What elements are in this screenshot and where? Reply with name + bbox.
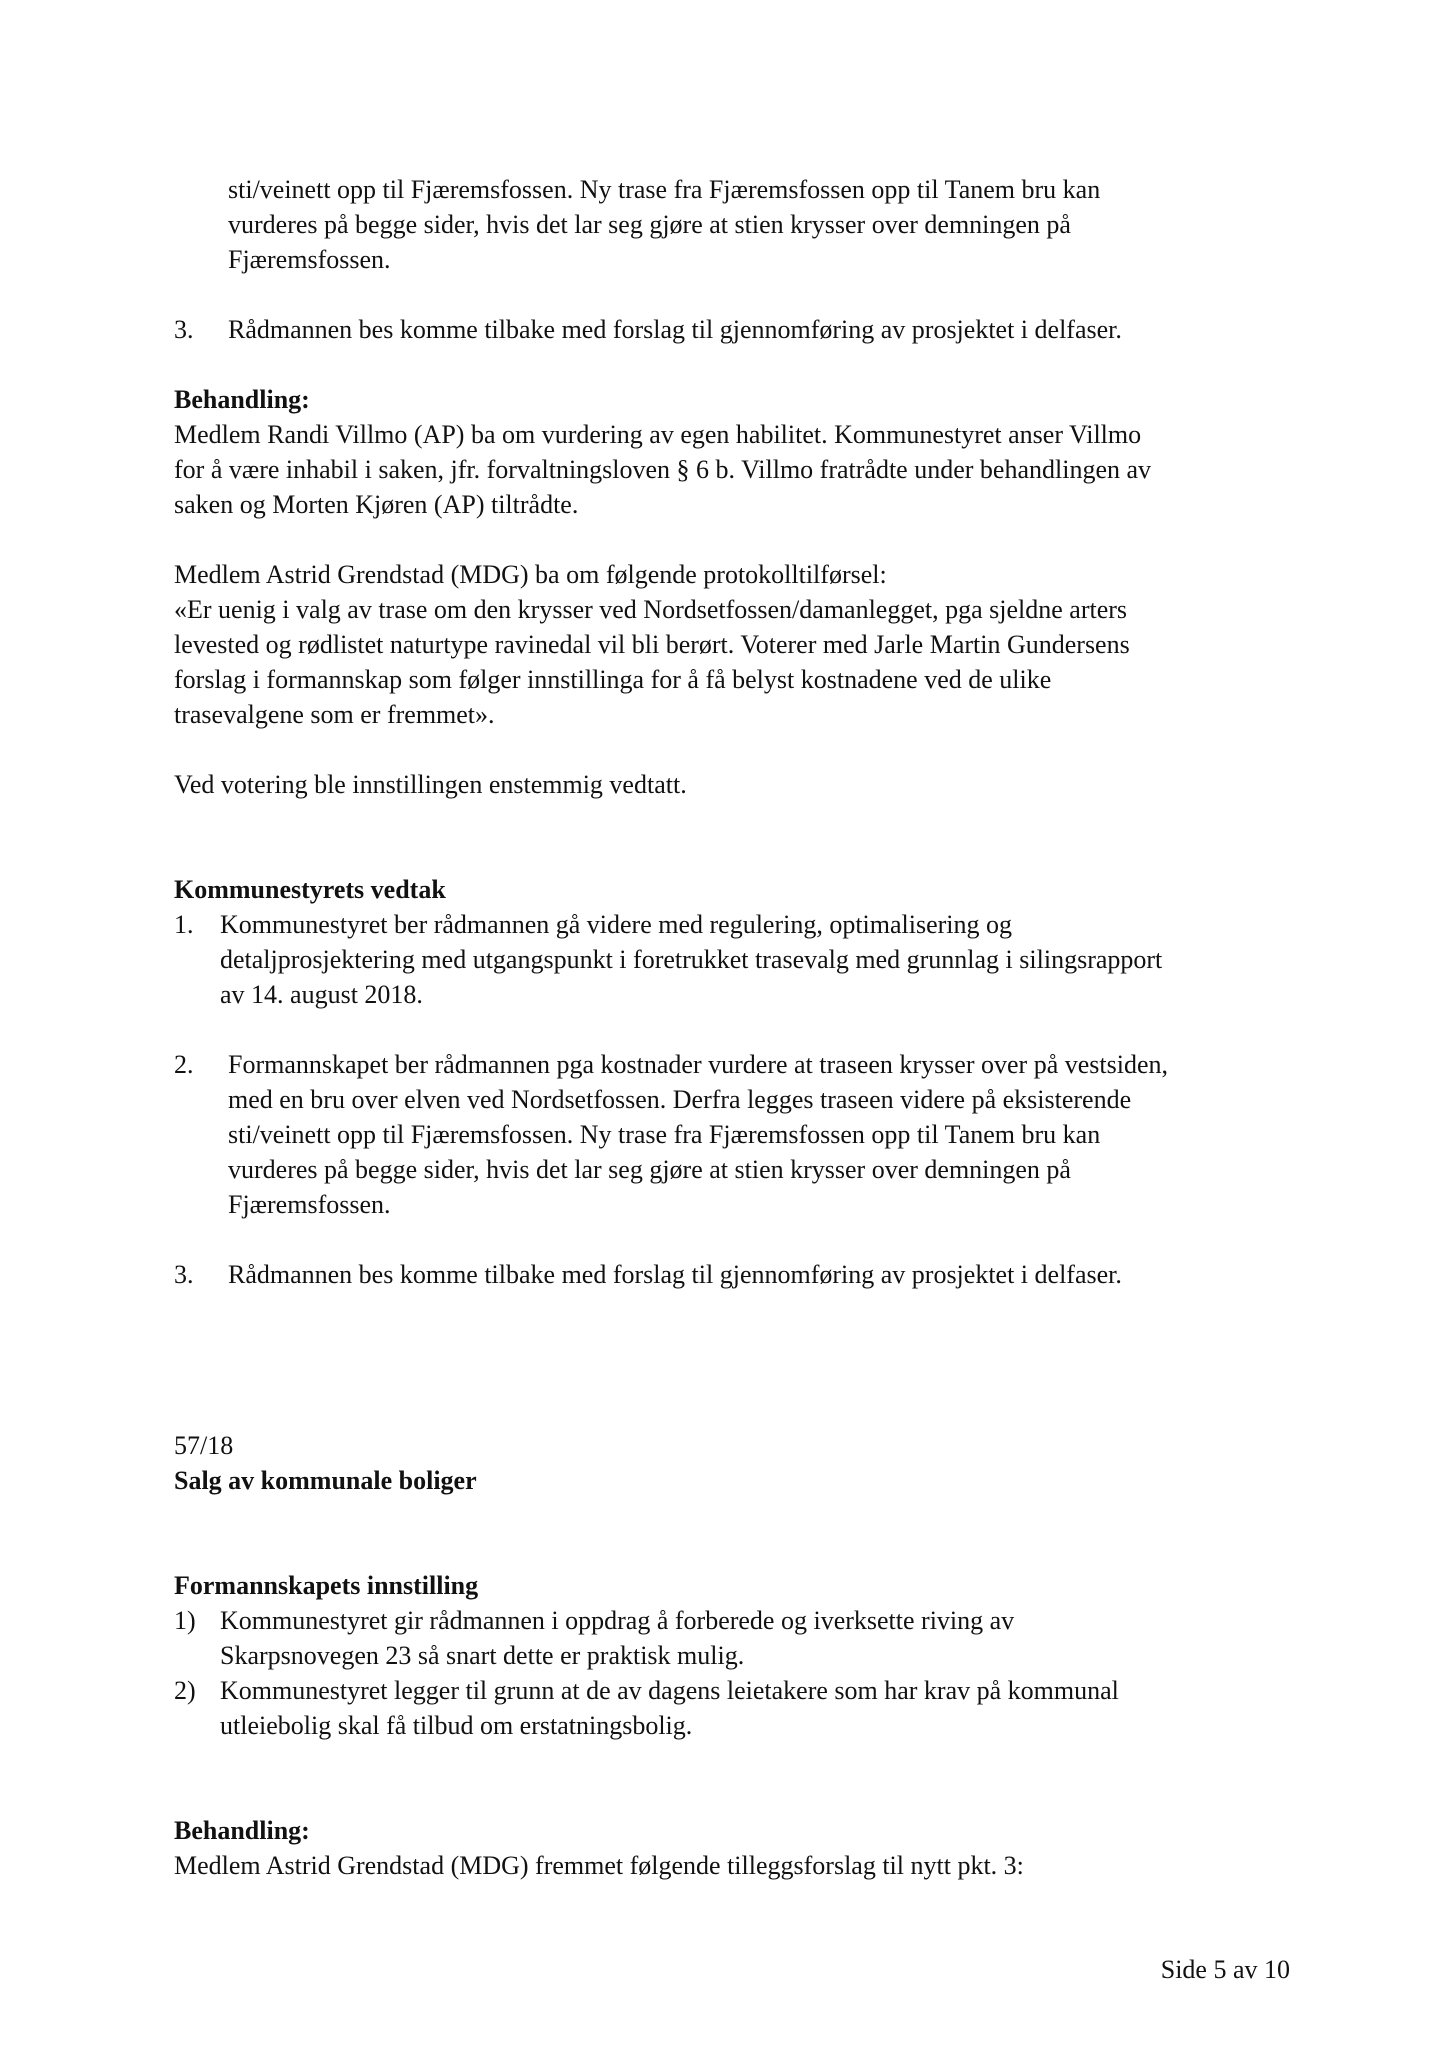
behandling-section bbox=[174, 1813, 1304, 1883]
list-item-2 bbox=[174, 1047, 1304, 1222]
list-number: 1) bbox=[174, 1606, 196, 1635]
list-number: 2) bbox=[174, 1676, 196, 1705]
list-item-text: Rådmannen bes komme tilbake med forslag til gjennomføring av prosjektet i delfaser. bbox=[228, 1260, 1122, 1289]
document-page bbox=[174, 172, 1304, 1883]
text-line: trasevalgene som er fremmet». bbox=[174, 700, 495, 729]
sak-header bbox=[174, 1428, 1304, 1498]
text-line: Kommunestyret ber rådmannen gå videre med regulering, optimalisering og bbox=[220, 910, 1013, 939]
text-line: vurderes på begge sider, hvis det lar seg gjøre at stien krysser over demningen på bbox=[228, 210, 1071, 239]
continuation-paragraph bbox=[174, 172, 1304, 277]
text-line: saken og Morten Kjøren (AP) tiltrådte. bbox=[174, 490, 579, 519]
section-heading: Formannskapets innstilling bbox=[174, 1571, 479, 1600]
protokoll-paragraph bbox=[174, 557, 1304, 732]
text-line: Kommunestyret legger til grunn at de av dagens leietakere som har krav på kommunal bbox=[220, 1676, 1119, 1705]
list-number: 3. bbox=[174, 315, 194, 344]
text-line: «Er uenig i valg av trase om den krysser ved Nordsetfossen/damanlegget, pga sjeldne arters bbox=[174, 595, 1128, 624]
text-line: Kommunestyret gir rådmannen i oppdrag å forberede og iverksette riving av bbox=[220, 1606, 1015, 1635]
text-line: Medlem Randi Villmo (AP) ba om vurdering av egen habilitet. Kommunestyret anser Villmo bbox=[174, 420, 1142, 449]
list-item-2 bbox=[174, 1673, 1304, 1743]
text-line: utleiebolig skal få tilbud om erstatningsbolig. bbox=[220, 1711, 693, 1740]
text-line: vurderes på begge sider, hvis det lar seg gjøre at stien krysser over demningen på bbox=[228, 1155, 1071, 1184]
innstilling-section bbox=[174, 1568, 1304, 1743]
section-heading: Kommunestyrets vedtak bbox=[174, 875, 446, 904]
list-item-1 bbox=[174, 907, 1304, 1012]
text-line: detaljprosjektering med utgangspunkt i foretrukket trasevalg med grunnlag i silingsrapport bbox=[220, 945, 1163, 974]
list-number: 3. bbox=[174, 1260, 194, 1289]
text-line: sti/veinett opp til Fjæremsfossen. Ny trase fra Fjæremsfossen opp til Tanem bru kan bbox=[228, 1120, 1101, 1149]
section-heading: Behandling: bbox=[174, 1816, 310, 1845]
list-item-text: Rådmannen bes komme tilbake med forslag til gjennomføring av prosjektet i delfaser. bbox=[228, 315, 1122, 344]
section-heading: Behandling: bbox=[174, 385, 310, 414]
text-line: Medlem Astrid Grendstad (MDG) ba om følgende protokolltilførsel: bbox=[174, 560, 887, 589]
text-line: med en bru over elven ved Nordsetfossen. Derfra legges traseen videre på eksisterende bbox=[228, 1085, 1132, 1114]
list-item-3 bbox=[174, 312, 1304, 347]
text-line: av 14. august 2018. bbox=[220, 980, 423, 1009]
list-item-1 bbox=[174, 1603, 1304, 1673]
text-line: Fjæremsfossen. bbox=[228, 245, 391, 274]
vedtak-section bbox=[174, 872, 1304, 1292]
list-number: 2. bbox=[174, 1050, 194, 1079]
page-number: Side 5 av 10 bbox=[1160, 1955, 1290, 1984]
behandling-section bbox=[174, 382, 1304, 802]
sak-number: 57/18 bbox=[174, 1431, 234, 1460]
text-line: levested og rødlistet naturtype ravinedal vil bli berørt. Voterer med Jarle Martin Gundersens bbox=[174, 630, 1130, 659]
text-line: Medlem Astrid Grendstad (MDG) fremmet følgende tilleggsforslag til nytt pkt. 3: bbox=[174, 1851, 1024, 1880]
text-line: forslag i formannskap som følger innstillinga for å få belyst kostnadene ved de ulike bbox=[174, 665, 1052, 694]
text-line: sti/veinett opp til Fjæremsfossen. Ny trase fra Fjæremsfossen opp til Tanem bru kan bbox=[228, 175, 1101, 204]
text-line: for å være inhabil i saken, jfr. forvaltningsloven § 6 b. Villmo fratrådte under behandlingen av bbox=[174, 455, 1152, 484]
text-line: Skarpsnovegen 23 så snart dette er praktisk mulig. bbox=[220, 1641, 745, 1670]
list-number: 1. bbox=[174, 910, 194, 939]
list-item-3 bbox=[174, 1257, 1304, 1292]
text-line: Formannskapet ber rådmannen pga kostnader vurdere at traseen krysser over på vestsiden, bbox=[228, 1050, 1168, 1079]
votering-text: Ved votering ble innstillingen enstemmig vedtatt. bbox=[174, 770, 687, 799]
text-line: Fjæremsfossen. bbox=[228, 1190, 391, 1219]
sak-title: Salg av kommunale boliger bbox=[174, 1466, 477, 1495]
